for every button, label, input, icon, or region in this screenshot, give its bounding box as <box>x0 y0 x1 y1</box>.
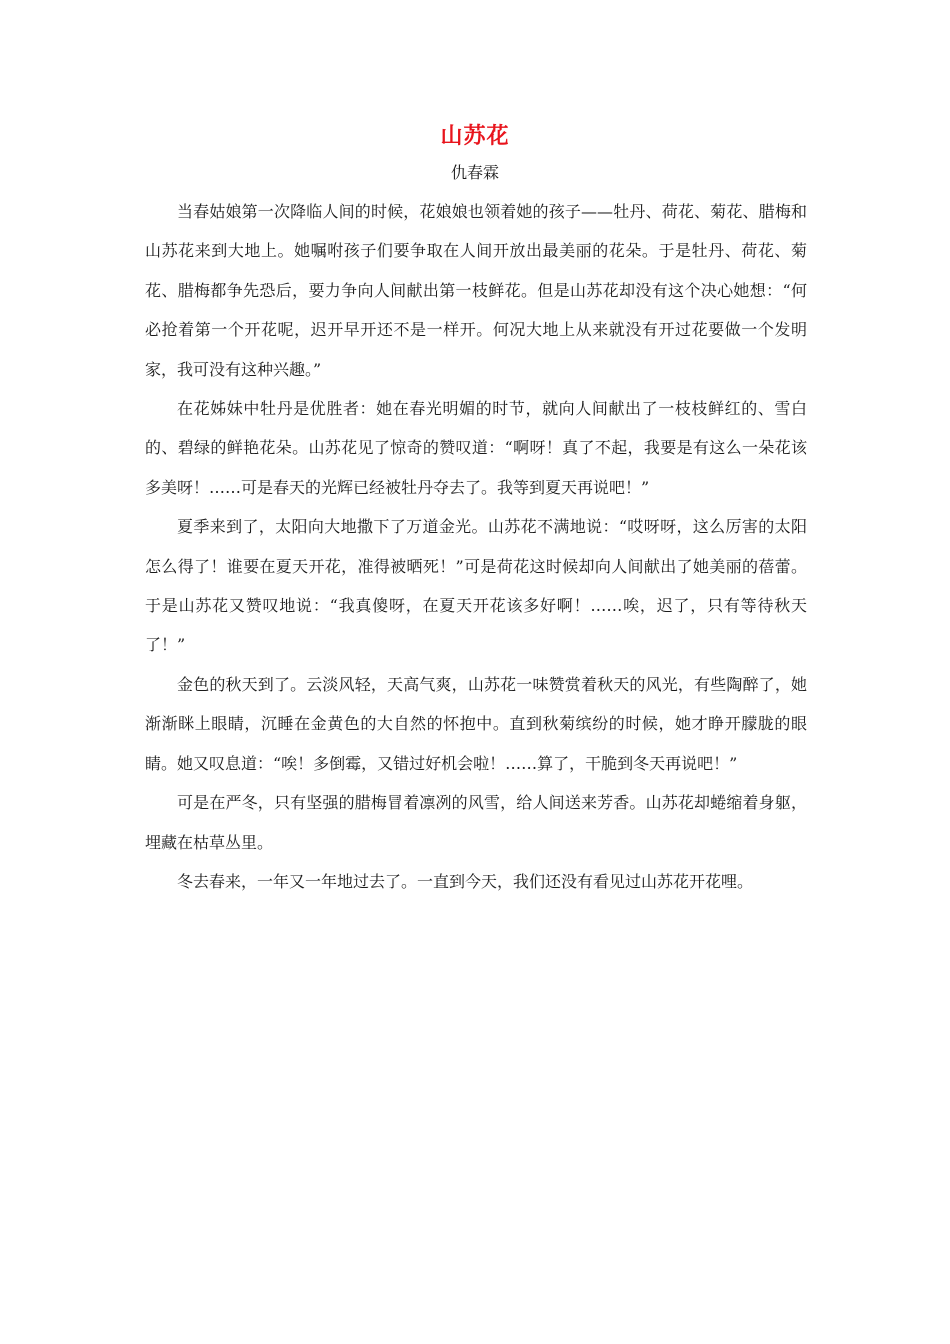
document-author: 仇春霖 <box>450 163 499 182</box>
paragraph: 夏季来到了，太阳向大地撒下了万道金光。山苏花不满地说：“哎呀呀，这么厉害的太阳怎么得了！谁要在夏天开花，准得被晒死！”可是荷花这时候却向人间献出了她美丽的蓓蕾。于是山苏花又赞叹地说：“我真傻呀，在夏天开花该多好啊！……唉，迟了，只有等待秋天了！” <box>145 517 807 655</box>
paragraph: 当春姑娘第一次降临人间的时候，花娘娘也领着她的孩子——牡丹、荷花、菊花、腊梅和山苏花来到大地上。她嘱咐孩子们要争取在人间开放出最美丽的花朵。于是牡丹、荷花、菊花、腊梅都争先恐后，要力争向人间献出第一枝鲜花。但是山苏花却没有这个决心她想：“何必抢着第一个开花呢，迟开早开还不是一样开。何况大地上从来就没有开过花要做一个发明家，我可没有这种兴趣。” <box>145 202 807 379</box>
paragraph: 可是在严冬，只有坚强的腊梅冒着凛冽的风雪，给人间送来芳香。山苏花却蜷缩着身躯，埋藏在枯草丛里。 <box>145 793 807 852</box>
document-body <box>145 192 807 901</box>
document-title: 山苏花 <box>440 123 510 149</box>
paragraph: 冬去春来，一年又一年地过去了。一直到今天，我们还没有看见过山苏花开花哩。 <box>177 871 754 891</box>
paragraph: 在花姊妹中牡丹是优胜者：她在春光明媚的时节，就向人间献出了一枝枝鲜红的、雪白的、碧绿的鲜艳花朵。山苏花见了惊奇的赞叹道：“啊呀！真了不起，我要是有这么一朵花该多美呀！……可是春天的光辉已经被牡丹夺去了。我等到夏天再说吧！” <box>145 399 807 497</box>
paragraph: 金色的秋天到了。云淡风轻，天高气爽，山苏花一味赞赏着秋天的风光，有些陶醉了，她渐渐眯上眼睛，沉睡在金黄色的大自然的怀抱中。直到秋菊缤纷的时候，她才睁开朦胧的眼睛。她又叹息道：“唉！多倒霉，又错过好机会啦！……算了，干脆到冬天再说吧！” <box>145 674 807 773</box>
